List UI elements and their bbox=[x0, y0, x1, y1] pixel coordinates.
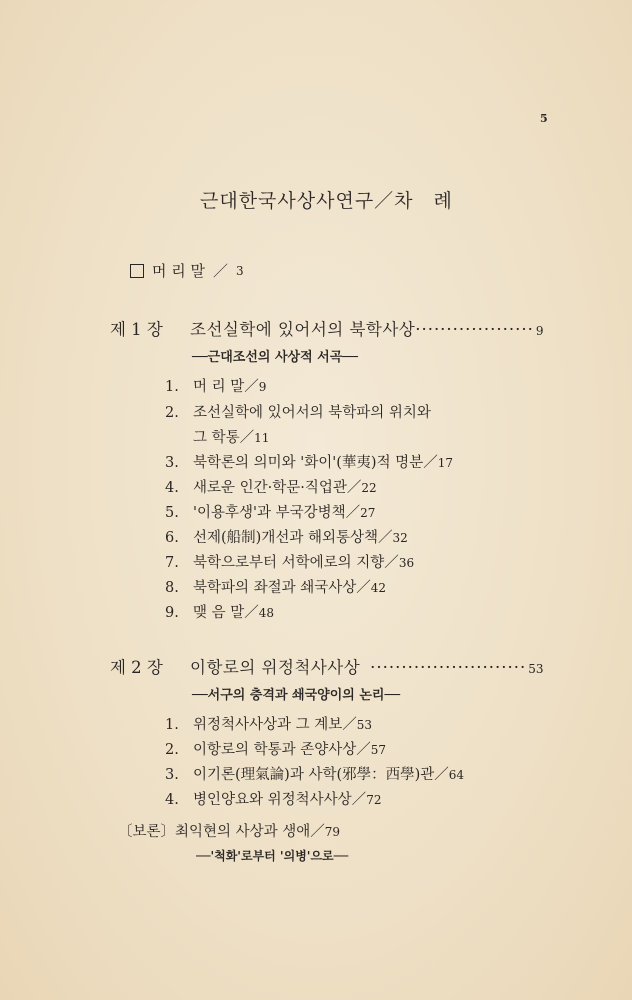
toc-item[interactable]: 6. 선제(船制)개선과 해외통상책／ 32 bbox=[165, 530, 408, 546]
toc-item[interactable]: 2. 조선실학에 있어서의 북학파의 위치와 bbox=[165, 405, 431, 421]
toc-item[interactable]: 4. 병인양요와 위정척사사상／ 72 bbox=[165, 792, 382, 808]
toc-item-continued[interactable]: 그 학통／ 11 bbox=[193, 430, 270, 446]
toc-item[interactable]: 2. 이항로의 학통과 존양사상／ 57 bbox=[165, 742, 387, 758]
toc-item[interactable]: 9. 맺 음 말／ 48 bbox=[165, 605, 275, 621]
checkbox-icon bbox=[130, 264, 144, 278]
chapter-leader: ························· bbox=[370, 658, 527, 677]
toc-item[interactable]: 1. 위정척사사상과 그 계보／ 53 bbox=[165, 717, 373, 733]
chapter-page: 9 bbox=[535, 324, 544, 338]
chapter-title: 조선실학에 있어서의 북학사상 bbox=[190, 320, 416, 339]
toc-item[interactable]: 3. 이기론(理氣論)과 사학(邪學：西學)관／ 64 bbox=[165, 767, 465, 783]
appendix-entry[interactable] bbox=[118, 820, 340, 841]
appendix-page: 79 bbox=[324, 825, 341, 839]
chapter-1-heading[interactable] bbox=[110, 316, 544, 340]
page-number: 5 bbox=[540, 112, 548, 125]
appendix-label: 〔보론〕최익현의 사상과 생애／ bbox=[118, 824, 325, 840]
toc-item[interactable]: 4. 새로운 인간·학문·직업관／ 22 bbox=[165, 480, 377, 496]
chapter-page: 53 bbox=[528, 662, 544, 676]
toc-item[interactable]: 1. 머 리 말／ 9 bbox=[165, 379, 267, 395]
chapter-2-heading[interactable] bbox=[110, 654, 544, 678]
chapter-2-subtitle: ──서구의 충격과 쇄국양이의 논리── bbox=[192, 688, 401, 703]
toc-intro[interactable]: 머 리 말 ／ 3 bbox=[130, 260, 244, 281]
intro-page: 3 bbox=[236, 263, 244, 278]
toc-item[interactable]: 8. 북학파의 좌절과 쇄국사상／ 42 bbox=[165, 580, 387, 596]
appendix-subtitle: ──'척화'로부터 '의병'으로── bbox=[196, 849, 349, 863]
chapter-leader: ··················· bbox=[415, 320, 534, 339]
toc-item[interactable]: 3. 북학론의 의미와 '화이'(華夷)적 명분／ 17 bbox=[165, 455, 453, 471]
toc-item[interactable]: 5. '이용후생'과 부국강병책／ 27 bbox=[165, 505, 376, 521]
chapter-label: 제 2 장 bbox=[110, 658, 163, 677]
page-title: 근대한국사상사연구／차 례 bbox=[200, 190, 453, 212]
chapter-1-subtitle: ──근대조선의 사상적 서곡── bbox=[192, 350, 358, 365]
chapter-label: 제 1 장 bbox=[110, 320, 163, 339]
intro-label: 머 리 말 bbox=[152, 262, 206, 280]
chapter-title: 이항로의 위정척사사상 bbox=[190, 658, 361, 677]
toc-item[interactable]: 7. 북학으로부터 서학에로의 지향／ 36 bbox=[165, 555, 415, 571]
